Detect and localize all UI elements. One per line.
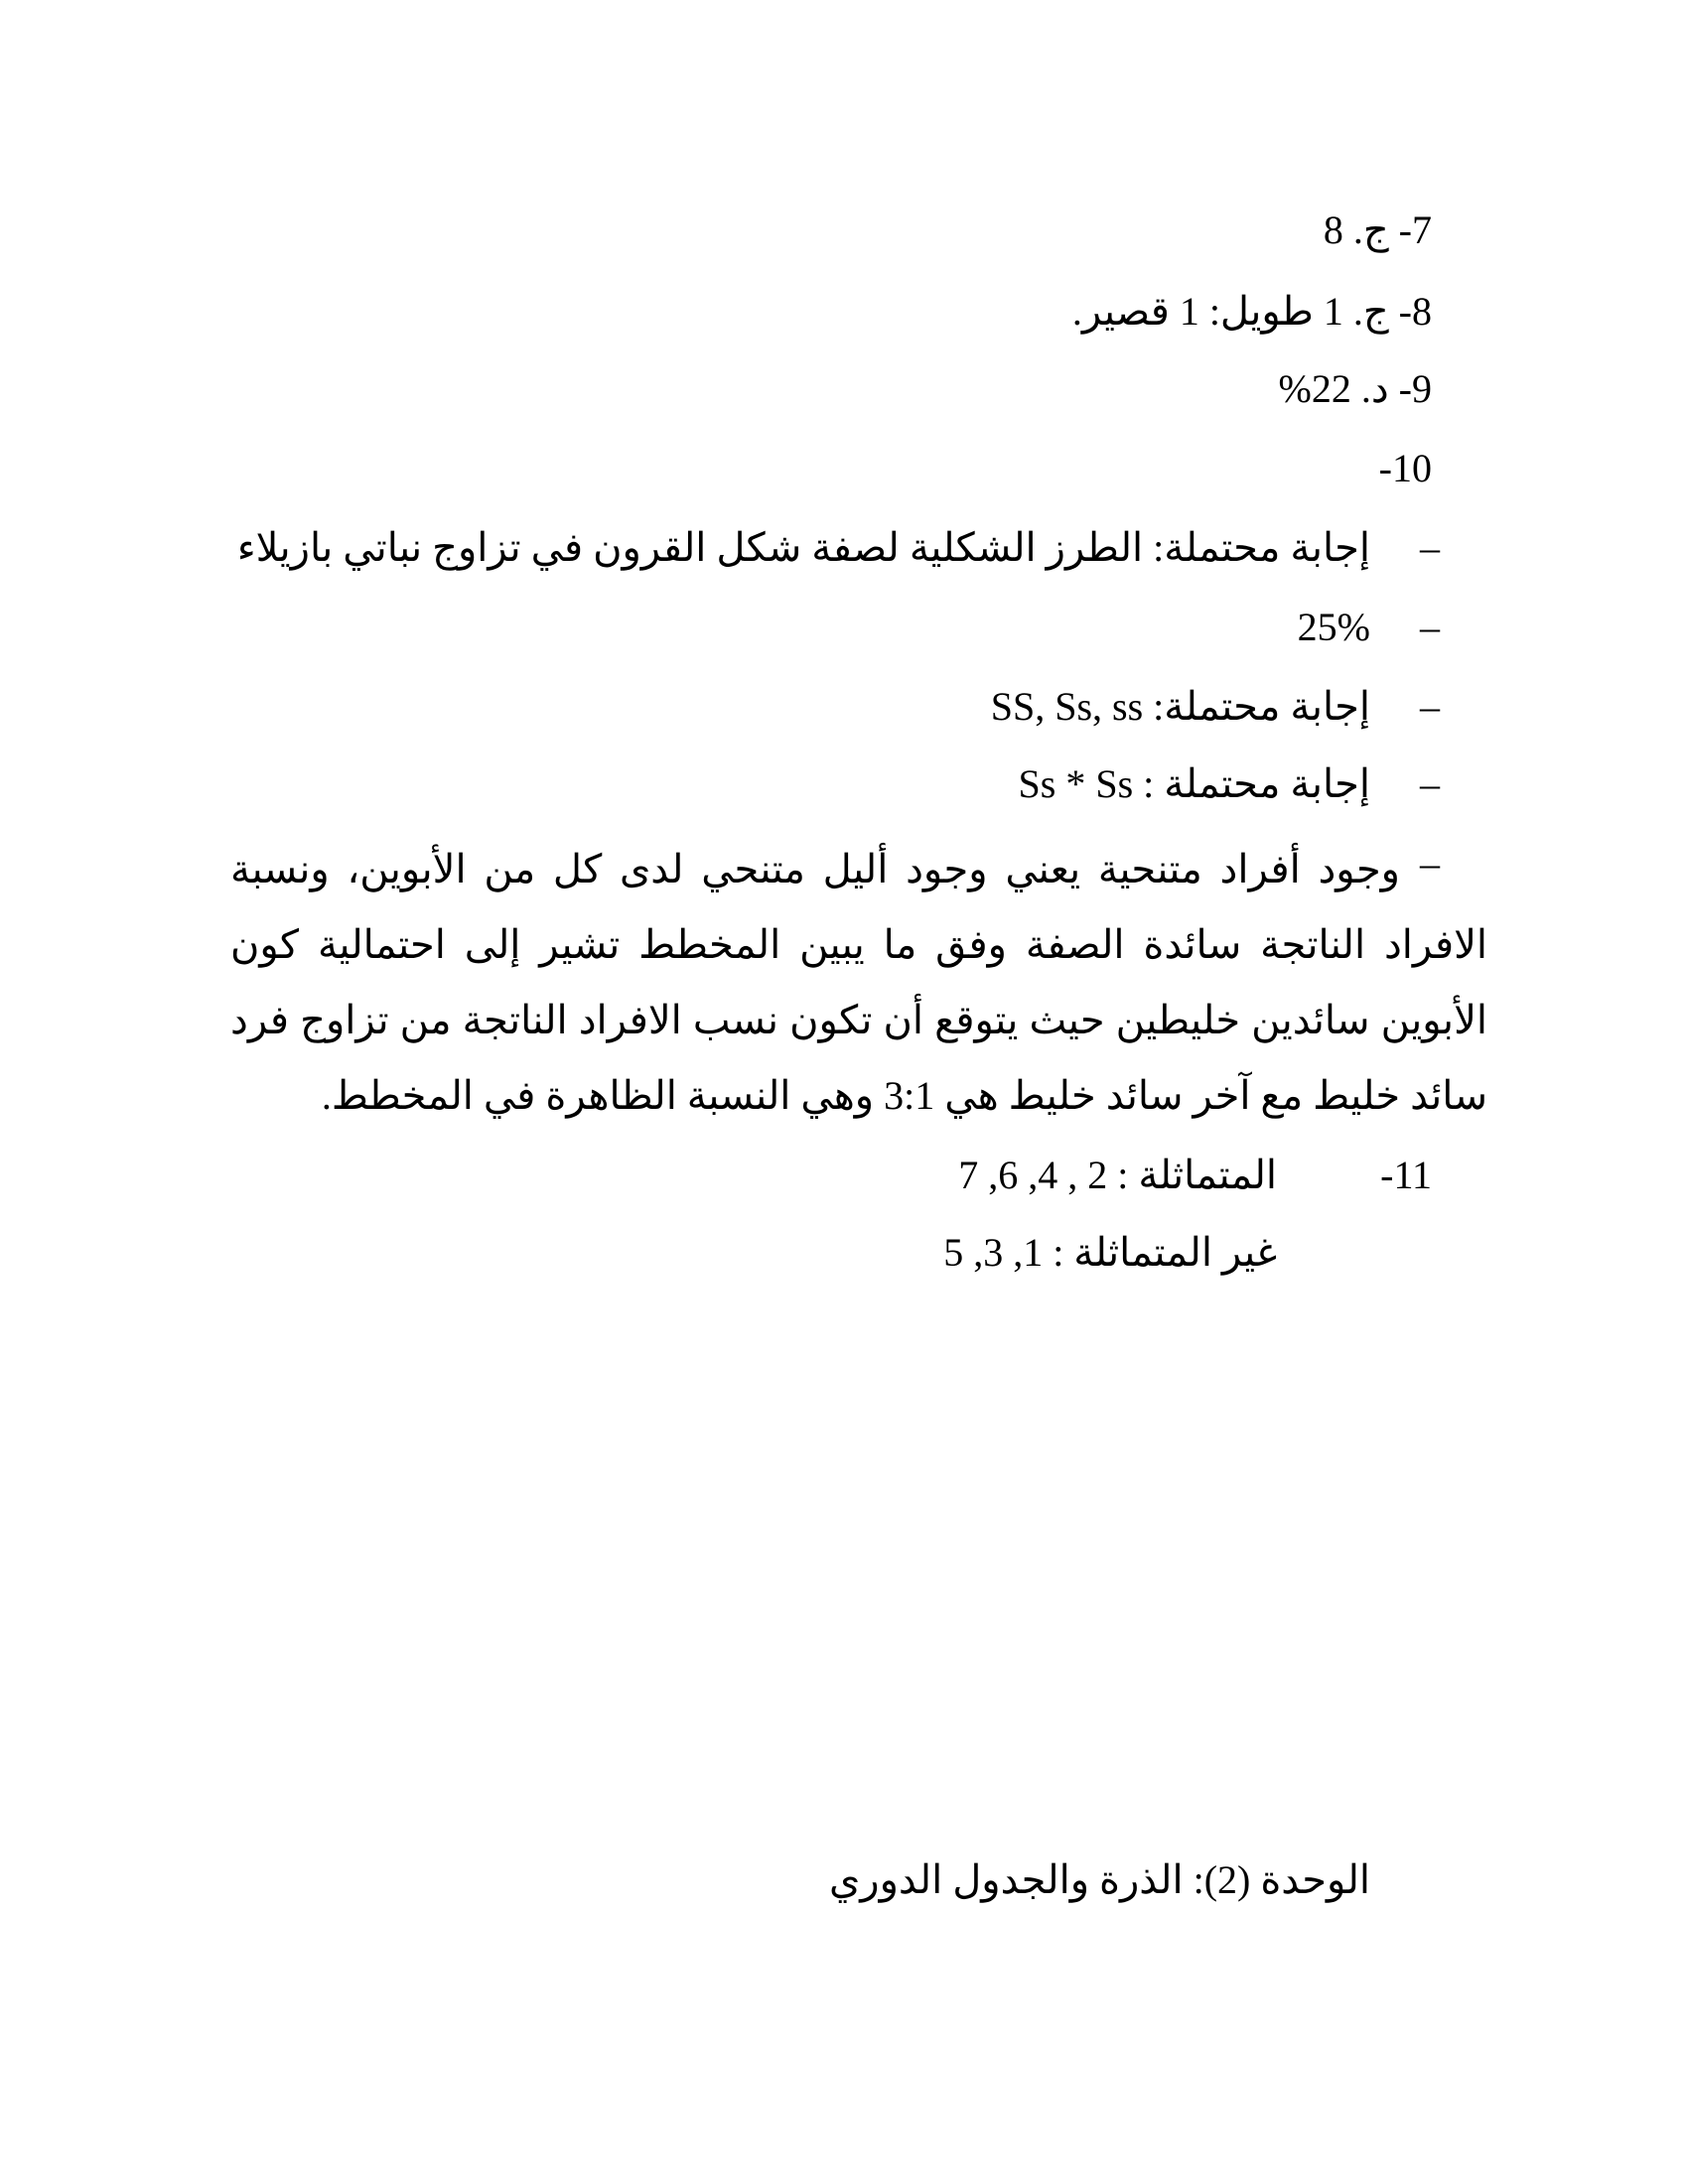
answer-10-item-5: وجود أفراد متنحية يعني وجود أليل متنحي لدى كل من الأبوين، ونسبة الافراد الناتجة سائدة الصفة وفق ما يبين المخطط تشير إلى احتمالية كون الأبوين سائدين خليطين حيث يتوقع أن تكون نسب الافراد الناتجة من تزاوج فرد سائد خليط مع آخر سائد خليط هي 3:1 وهي النسبة الظاهرة في المخطط. <box>230 847 1487 1118</box>
answer-10-number: 10- <box>1378 446 1432 490</box>
unit-title: الوحدة (2): الذرة والجدول الدوري <box>828 1857 1370 1902</box>
dash-bullet: – <box>1420 684 1440 729</box>
answer-9: 9- د. 22% <box>1278 366 1432 411</box>
dash-bullet: – <box>1420 841 1440 886</box>
answer-7: 7- ج. 8 <box>1323 207 1432 252</box>
dash-bullet: – <box>1420 605 1440 649</box>
answer-10-item-3: إجابة محتملة: SS, Ss, ss <box>990 684 1370 729</box>
answer-11-line-2: غير المتماثلة : 1, 3, 5 <box>943 1230 1277 1275</box>
answer-10-item-2: 25% <box>1297 605 1370 649</box>
answer-10-item-4: إجابة محتملة : Ss * Ss <box>1018 761 1370 806</box>
answer-8: 8- ج. 1 طويل: 1 قصير. <box>1071 289 1432 334</box>
answer-11-number: 11- <box>1380 1153 1432 1197</box>
answer-11-line-1: المتماثلة : 2 , 4, 6, 7 <box>958 1153 1277 1197</box>
dash-bullet: – <box>1420 761 1440 806</box>
answer-10-item-1: إجابة محتملة: الطرز الشكلية لصفة شكل القرون في تزاوج نباتي بازيلاء <box>236 525 1370 570</box>
dash-bullet: – <box>1420 525 1440 570</box>
